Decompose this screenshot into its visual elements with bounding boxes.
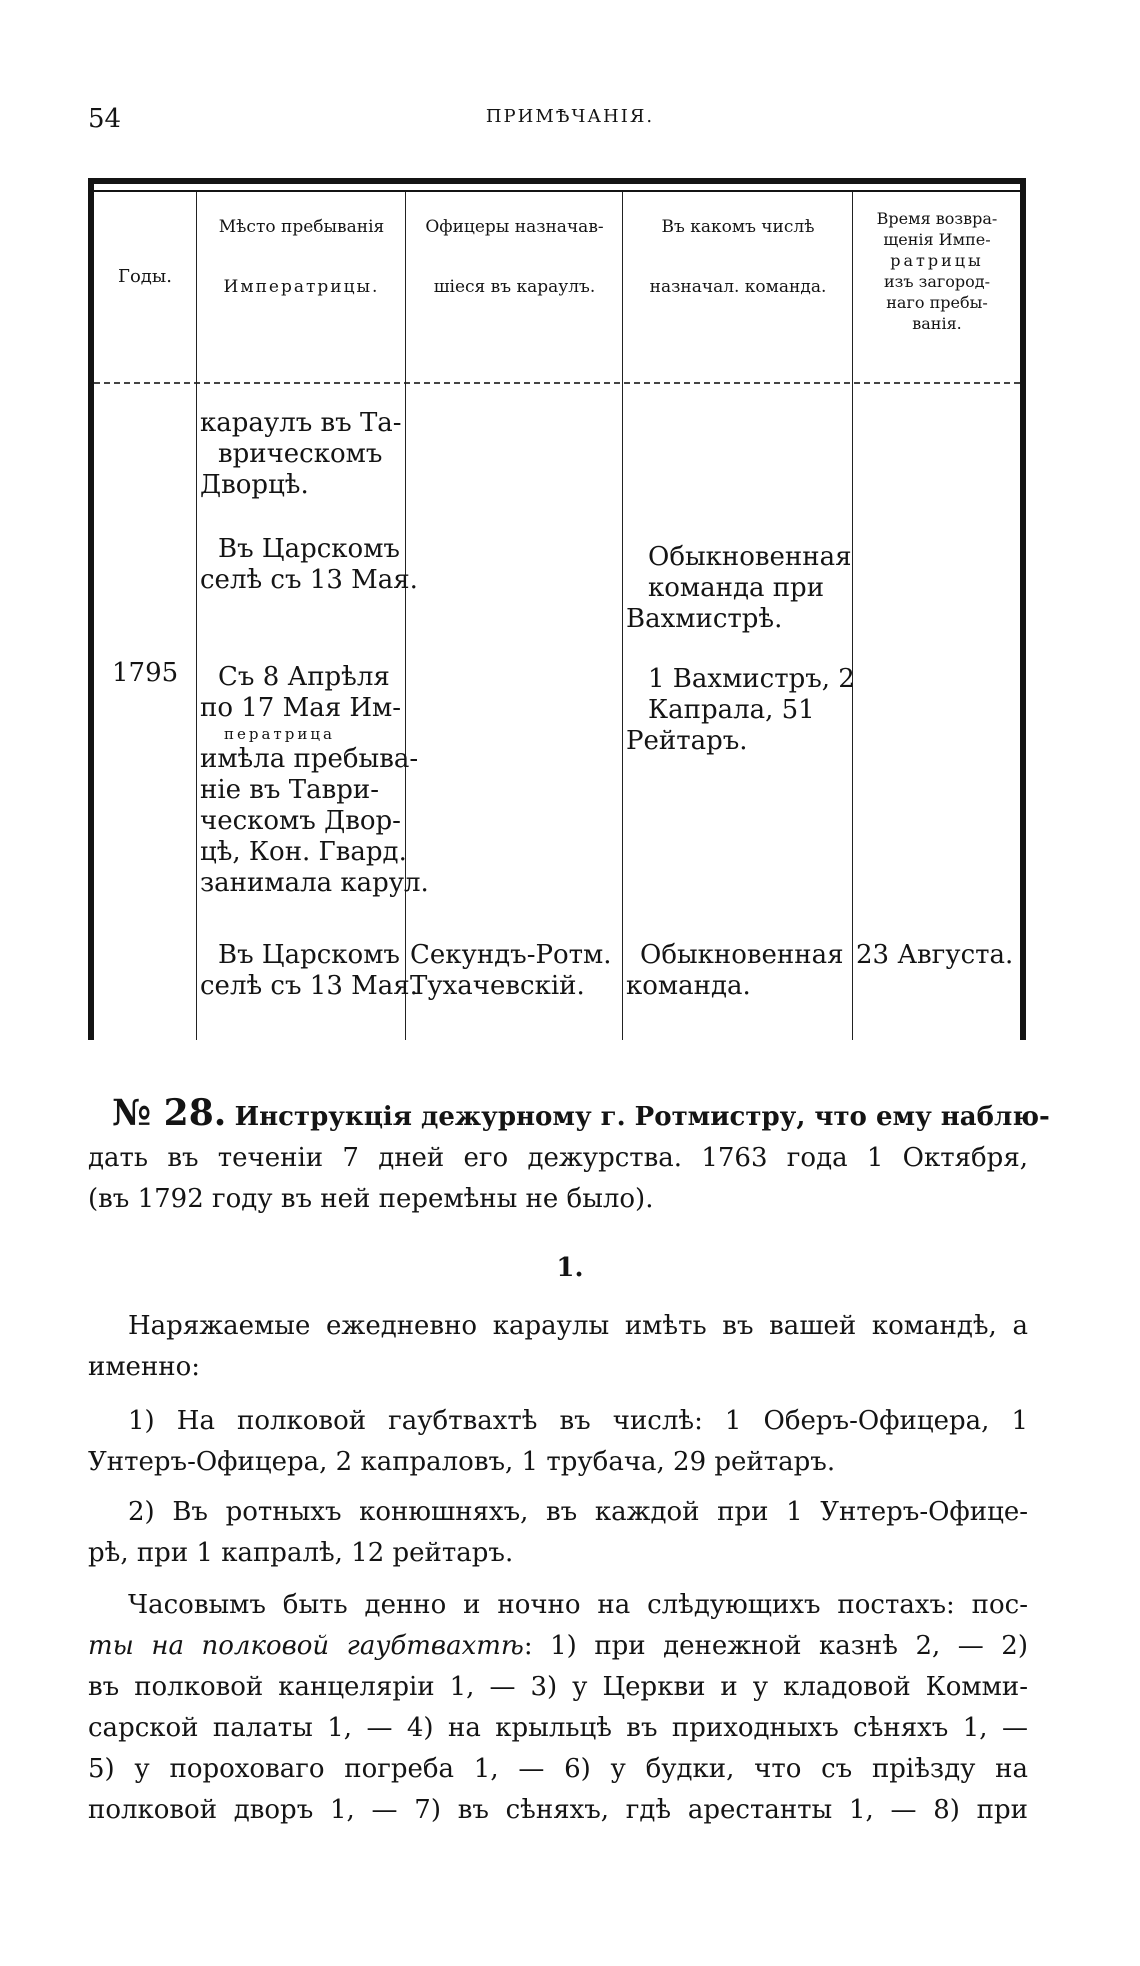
section-number: 1. xyxy=(556,1253,584,1283)
header-count: Въ какомъ числѣ назначал. команда. xyxy=(649,217,827,297)
column-divider xyxy=(852,192,853,1040)
page-number: 54 xyxy=(88,104,122,134)
officer-entry: Секундъ-Ротм. Тухачевскій. xyxy=(410,940,612,1001)
header-return: Время возвра- щенія Импе- ратрицы изъ загород- наго пребы- ванія. xyxy=(876,209,998,333)
table-header-divider xyxy=(94,382,1020,384)
column-divider xyxy=(622,192,623,1040)
header-years: Годы. xyxy=(118,266,172,287)
place-entry: Съ 8 Апрѣля по 17 Мая Им- ператрица имѣла пребыва- ніе въ Таври- ческомъ Двор- цѣ, Кон. Гвард. занимала карул. xyxy=(200,662,429,898)
document-number: № 28. xyxy=(112,1092,227,1134)
command-entry: Обыкновенная команда. xyxy=(626,940,844,1001)
table-left-border xyxy=(88,178,94,1040)
year-cell: 1795 xyxy=(112,658,179,688)
place-entry: Въ Царскомъ селѣ съ 13 Мая. xyxy=(200,940,418,1001)
return-time: 23 Августа. xyxy=(856,940,1014,970)
document-intro: № 28. Инструкція дежурному г. Ротмистру, что ему наблю- дать въ теченіи 7 дней его дежурства. 1763 года 1 Октября, (въ 1792 году въ ней перемѣны не было). xyxy=(88,1092,1050,1214)
place-entry: Въ Царскомъ селѣ съ 13 Мая. xyxy=(200,534,418,595)
command-entry: 1 Вахмистръ, 2 Капрала, 51 Рейтаръ. xyxy=(626,664,855,756)
table-right-border xyxy=(1020,178,1026,1040)
column-divider xyxy=(196,192,197,1040)
column-divider xyxy=(405,192,406,1040)
guard-table xyxy=(88,178,1026,1040)
table-top-border xyxy=(88,178,1026,184)
running-title: ПРИМѢЧАНІЯ. xyxy=(485,106,655,127)
table-top-border-inner xyxy=(88,190,1026,192)
paragraph: 2) Въ ротныхъ конюшняхъ, въ каждой при 1 Унтеръ-Офице- рѣ, при 1 капралѣ, 12 рейтаръ. xyxy=(88,1497,1028,1568)
place-entry: караулъ въ Та- врическомъ Дворцѣ. xyxy=(200,408,402,500)
header-place: Мѣсто пребыванія Императрицы. xyxy=(218,217,385,297)
header-officers: Офицеры назначав- шіеся въ караулъ. xyxy=(425,217,604,297)
paragraph: 1) На полковой гаубтвахтѣ въ числѣ: 1 Оберъ-Офицера, 1 Унтеръ-Офицера, 2 капраловъ, 1 трубача, 29 рейтаръ. xyxy=(88,1406,1028,1477)
paragraph: Наряжаемые ежедневно караулы имѣть въ вашей командѣ, а именно: xyxy=(88,1311,1028,1382)
paragraph: Часовымъ быть денно и ночно на слѣдующихъ постахъ: пос- ты на полковой гаубтвахтѣ: 1) при денежной казнѣ 2, — 2) въ полковой канцеляріи 1, — 3) у Церкви и у кладовой Комми- сарской палаты 1, — 4) на крыльцѣ въ приходныхъ сѣняхъ 1, — 5) у пороховаго погреба 1, — 6) у будки, что съ пріѣзду на полковой дворъ 1, — 7) въ сѣняхъ, гдѣ арестанты 1, — 8) при xyxy=(88,1590,1028,1825)
command-entry: Обыкновенная команда при Вахмистрѣ. xyxy=(626,542,852,634)
